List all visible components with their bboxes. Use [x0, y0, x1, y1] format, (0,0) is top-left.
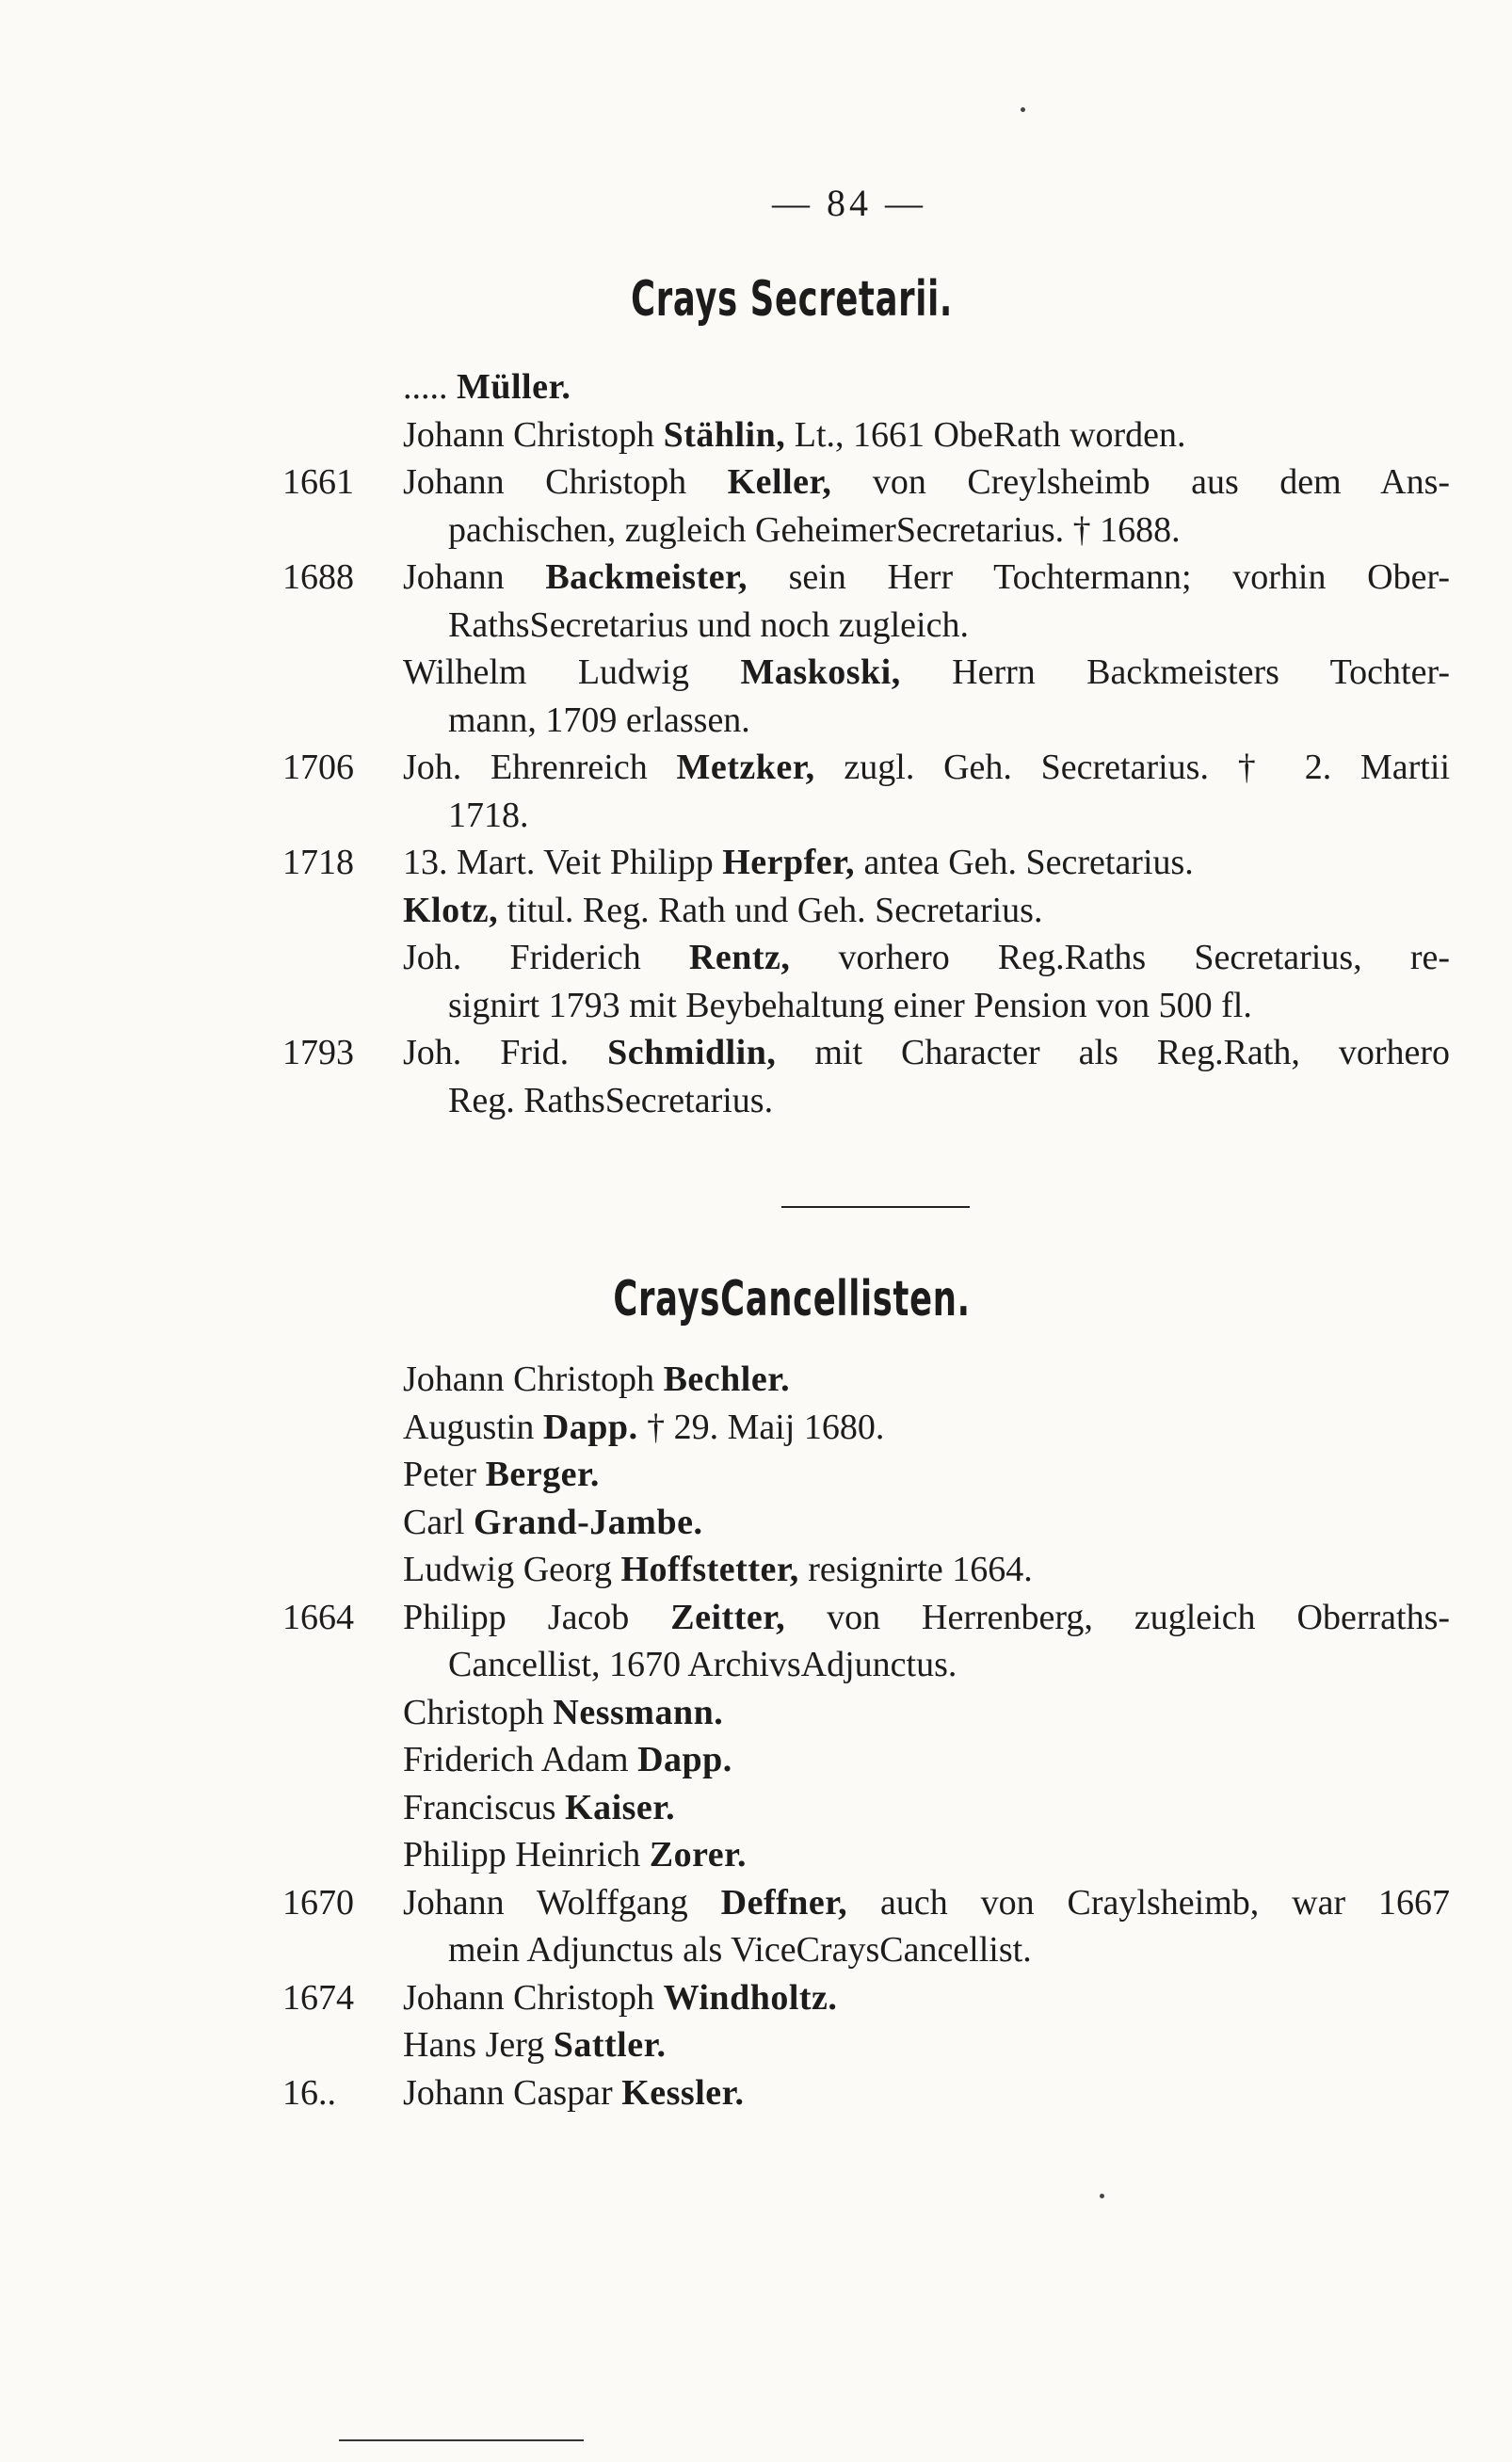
entry-year: 1664 — [282, 1597, 354, 1637]
entry-year: 1674 — [282, 1977, 354, 2018]
person-surname: Maskoski, — [740, 652, 901, 692]
entry-line: Johann Backmeister, sein Herr Tochtermann; vorhin Ober- — [403, 557, 1450, 597]
cancellisten-list — [282, 1356, 1450, 2116]
entry-line: signirt 1793 mit Beybehaltung einer Pension von 500 fl. — [448, 985, 1252, 1025]
entry-year: 1718 — [282, 843, 354, 882]
section-title-secretarii: Crays Secretarii. — [631, 271, 953, 328]
list-entry — [282, 1974, 1450, 2022]
entry-line: Ludwig Georg Hoffstetter, resignirte 1664. — [403, 1550, 1033, 1589]
person-surname: Kaiser. — [565, 1787, 676, 1827]
entry-line: Friderich Adam Dapp. — [403, 1740, 732, 1779]
entry-line: mein Adjunctus als ViceCraysCancellist. — [448, 1930, 1032, 1970]
entry-line: Peter Berger. — [403, 1455, 600, 1494]
entry-line: Cancellist, 1670 ArchivsAdjunctus. — [448, 1645, 957, 1684]
entry-line: Joh. Friderich Rentz, vorhero Reg.Raths Secretarius, re- — [403, 938, 1450, 977]
section-divider — [781, 1206, 970, 1208]
person-surname: Dapp. — [637, 1740, 732, 1779]
entry-line: pachischen, zugleich GeheimerSecretarius. † 1688. — [448, 509, 1181, 550]
person-surname: Keller, — [727, 462, 832, 502]
person-surname: Stählin, — [663, 414, 786, 455]
entry-year: 16.. — [282, 2072, 336, 2113]
list-entry — [282, 1356, 1450, 1404]
entry-line: Joh. Frid. Schmidlin, mit Character als Reg.Rath, vorhero — [403, 1033, 1450, 1072]
person-surname: Grand-Jambe. — [473, 1502, 703, 1542]
list-entry — [282, 649, 1450, 744]
list-entry — [282, 411, 1450, 459]
list-entry — [282, 1831, 1450, 1879]
entry-line: Klotz, titul. Reg. Rath und Geh. Secretarius. — [403, 890, 1043, 930]
list-entry — [282, 1546, 1450, 1594]
speck-dot — [1100, 2194, 1104, 2198]
list-entry — [282, 1736, 1450, 1784]
entry-line: 13. Mart. Veit Philipp Herpfer, antea Geh. Secretarius. — [403, 843, 1194, 882]
person-surname: Kessler. — [621, 2072, 745, 2113]
list-entry — [282, 459, 1450, 554]
entry-line: Johann Caspar Kessler. — [403, 2072, 745, 2113]
entry-line: mann, 1709 erlassen. — [448, 700, 750, 740]
list-entry — [282, 1594, 1450, 1689]
entry-line: ..... Müller. — [403, 367, 571, 407]
entry-line: Augustin Dapp. † 29. Maij 1680. — [403, 1407, 885, 1447]
person-surname: Berger. — [485, 1455, 600, 1494]
person-surname: Dapp. — [542, 1407, 638, 1447]
person-surname: Schmidlin, — [607, 1033, 777, 1072]
person-surname: Zorer. — [649, 1835, 748, 1875]
speck-dot — [1021, 107, 1025, 112]
list-entry — [282, 839, 1450, 887]
list-entry — [282, 934, 1450, 1029]
person-surname: Sattler. — [553, 2025, 667, 2065]
list-entry — [282, 554, 1450, 649]
person-surname: Windholtz. — [663, 1977, 838, 2018]
entry-year: 1670 — [282, 1882, 354, 1923]
list-entry — [282, 1499, 1450, 1547]
entry-line: Johann Wolffgang Deffner, auch von Craylsheimb, war 1667 — [403, 1882, 1451, 1923]
list-entry — [282, 1784, 1450, 1832]
entry-line: Hans Jerg Sattler. — [403, 2025, 667, 2065]
entry-line: Johann Christoph Windholtz. — [403, 1977, 838, 2018]
list-entry — [282, 2021, 1450, 2069]
list-entry — [282, 2069, 1450, 2117]
list-entry — [282, 363, 1450, 411]
secretarii-list — [282, 363, 1450, 1124]
entry-line: Joh. Ehrenreich Metzker, zugl. Geh. Secretarius. † 2. Martii — [403, 748, 1451, 787]
entry-year: 1793 — [282, 1033, 354, 1072]
list-entry — [282, 1879, 1450, 1974]
entry-year: 1661 — [282, 462, 354, 502]
section-title-cancellisten: CraysCancellisten. — [613, 1271, 971, 1328]
entry-line: Johann Christoph Bechler. — [403, 1360, 791, 1399]
person-surname: Nessmann. — [553, 1692, 724, 1732]
entry-line: Philipp Jacob Zeitter, von Herrenberg, zugleich Oberraths- — [403, 1597, 1451, 1637]
person-surname: Zeitter, — [670, 1597, 786, 1637]
list-entry — [282, 1689, 1450, 1737]
footer-rule — [339, 2439, 584, 2441]
list-entry — [282, 744, 1450, 839]
list-entry — [282, 1404, 1450, 1452]
entry-line: Wilhelm Ludwig Maskoski, Herrn Backmeisters Tochter- — [403, 652, 1451, 692]
list-entry — [282, 1451, 1450, 1499]
page-number: — 84 — — [772, 182, 926, 224]
list-entry — [282, 1029, 1450, 1124]
person-surname: Müller. — [457, 367, 571, 407]
person-surname: Metzker, — [676, 748, 815, 787]
person-surname: Bechler. — [663, 1360, 791, 1399]
person-surname: Hoffstetter, — [620, 1550, 799, 1589]
entry-line: RathsSecretarius und noch zugleich. — [448, 604, 969, 645]
entry-line: 1718. — [448, 795, 529, 835]
entry-line: Franciscus Kaiser. — [403, 1787, 676, 1827]
entry-line: Philipp Heinrich Zorer. — [403, 1835, 748, 1875]
entry-year: 1688 — [282, 557, 354, 597]
person-surname: Backmeister, — [545, 557, 748, 597]
entry-line: Reg. RathsSecretarius. — [448, 1080, 774, 1120]
person-surname: Rentz, — [688, 938, 791, 977]
person-surname: Klotz, — [403, 890, 499, 930]
entry-line: Johann Christoph Stählin, Lt., 1661 ObeRath worden. — [403, 414, 1186, 455]
list-entry — [282, 887, 1450, 935]
person-surname: Deffner, — [720, 1882, 848, 1923]
entry-line: Johann Christoph Keller, von Creylsheimb aus dem Ans- — [403, 462, 1451, 502]
entry-line: Carl Grand-Jambe. — [403, 1502, 703, 1542]
entry-year: 1706 — [282, 748, 354, 787]
entry-line: Christoph Nessmann. — [403, 1692, 724, 1732]
person-surname: Herpfer, — [722, 843, 856, 882]
